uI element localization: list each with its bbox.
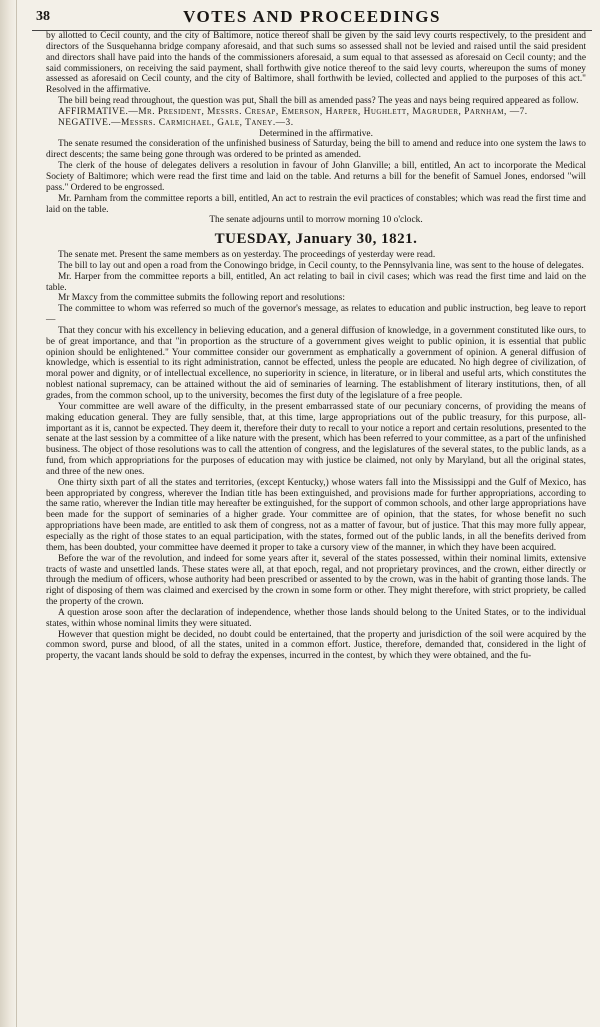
paragraph: A question arose soon after the declaration of independence, whether those lands should belong to the United States, or to the individual states, within whose nominal limits they were situated.: [46, 607, 586, 629]
paragraph: Mr. Harper from the committee reports a bill, entitled, An act relating to bail in civil cases; which was read the first time and laid on the table.: [46, 271, 586, 293]
paragraph: by allotted to Cecil county, and the city of Baltimore, notice thereof shall be given by the said levy courts respectively, to the president and directors of the Susquehanna bridge company aforesaid, and that such sums so assessed shall not be levied and raised until the said president and directors shall have paid into the hands of the commissioners aforesaid, a sum equal to that assessed as aforesaid on Cecil county; and the said commissioners, on receiving the said payment, shall forthwith give notice thereof to the said levy courts, whereupon the sums of money assessed as aforesaid on Cecil county, and the city of Baltimore, shall forthwith be levied, collected and applied to the purposes of this act." Resolved in the affirmative.: [46, 31, 586, 96]
adjournment: The senate adjourns until to morrow morning 10 o'clock.: [209, 215, 423, 226]
paragraph: That they concur with his excellency in believing education, and a general diffusion of knowledge, in a government constituted like ours, to be of great importance, and that "in proportion as the structure of a government gives weight to public opinion, it is essential that public opinion should be enlightened." Your committee consider our government as emphatically a government of opinion. A general diffusion of knowledge, which is essential to its right administration, cannot be effected, unless the people are educated. No high degree of civilization, of moral power and dignity, or of intellectual excellence, no superiority in science, in literature, or in liberal and useful arts, which constitutes the noblest national supremacy, can be attained without the aid of seminaries of learning. The establishment of literary institutions, then, of all grades, from the common school, up to the university, becomes the first duty of the legislature of a free people.: [46, 325, 586, 401]
paragraph: The bill to lay out and open a road from the Conowingo bridge, in Cecil county, to the Pennsylvania line, was sent to the house of delegates.: [58, 260, 584, 271]
paragraph: The bill being read throughout, the question was put, Shall the bill as amended pass? The yeas and nays being required appeared as follow.: [58, 96, 579, 107]
paragraph: The senate met. Present the same members as on yesterday. The proceedings of yesterday were read.: [58, 250, 436, 261]
determination: Determined in the affirmative.: [259, 128, 373, 139]
paragraph: However that question might be decided, no doubt could be entertained, that the property and jurisdiction of the soil were acquired by the common sword, purse and blood, of all the states, united in a common effort. Justice, therefore, demanded that, considered in the light of property, the vacant lands should be sold to defray the expenses, incurred in the contest, by which they were obtained, and the fu-: [46, 629, 586, 662]
paragraph: Before the war of the revolution, and indeed for some years after it, several of the states possessed, within their nominal limits, extensive tracts of waste and unsettled lands. These states were all, at that epoch, regal, and not proprietary provinces, and the crown, either directly or through the medium of officers, whose authority had been prescribed or assented to by the crown, was in the habit of granting those lands. The right of disposing of them was claimed and exercised by the crown in some form or other. They might therefore, with strict propriety, be called the property of the crown.: [46, 553, 586, 608]
running-head: VOTES AND PROCEEDINGS: [183, 7, 441, 26]
paragraph: The senate resumed the consideration of the unfinished business of Saturday, being the bill to amend and reduce into one system the laws to direct descents; the same being gone through was ordered to be printed as amended.: [46, 139, 586, 161]
binding-edge: [0, 0, 17, 1027]
paragraph: The clerk of the house of delegates delivers a resolution in favour of John Glanville; a bill, entitled, An act to incorporate the Medical Society of Baltimore; which were read the first time and laid on the table. And returns a bill for the benefit of Samuel Jones, endorsed "will pass." Ordered to be engrossed.: [46, 161, 586, 193]
vote-affirmative: AFFIRMATIVE.—Mr. President, Messrs. Cresap, Emerson, Harper, Hughlett, Magruder, Parnham, —7.: [58, 106, 528, 117]
paragraph: One thirty sixth part of all the states and territories, (except Kentucky,) whose waters fall into the Mississippi and the Gulf of Mexico, has been appropriated by congress, wherever the Indian title has been extinguished, and provisions made for further appropriations, according to the same ratio, wherever the Indian title may hereafter be extinguished, for the support of common schools, and other large appropriations have been made for the support of seminaries of a higher grade. Your committee are of opinion, that the states, for whose benefit no such appropriations have been made, are entitled to ask them of congress, not as a matter of favour, but of justice. That this may more fully appear, especially as the right of those states to an equal participation, with the states, formed out of the public lands, in all the benefits derived from them, has been doubted, your committee have deemed it proper to take a cursory view of the manner, in which they have been acquired.: [46, 477, 586, 553]
paragraph: Your committee are well aware of the difficulty, in the present embarrassed state of our pecuniary concerns, of providing the means of making education general. They are fully sensible, that, at this time, large appropriations out of the public treasury, for this purpose, all-important as it is, cannot be expected. They deem it, therefore their duty to recall to your notice a report and certain resolutions, presented to the senate at the last session by a committee of a like nature with the present, which has been referred to your committee, as a part of the unfinished business. The object of those resolutions was to call the attention of congress, and the legislatures of the several states, to the public lands, as a fund, from which appropriations for the purposes of education may with justice be claimed, not only by Maryland, but all the original states, and three of the new ones.: [46, 401, 587, 477]
page-number: 38: [36, 9, 50, 24]
paragraph: Mr. Parnham from the committee reports a bill, entitled, An act to restrain the evil practices of constables; which was read the first time and laid on the table.: [46, 193, 586, 215]
page-header: [32, 0, 592, 31]
paragraph: The committee to whom was referred so much of the governor's message, as relates to education and public instruction, beg leave to report—: [46, 304, 586, 326]
paragraph: Mr Maxcy from the committee submits the following report and resolutions:: [58, 293, 345, 304]
vote-negative: NEGATIVE.—Messrs. Carmichael, Gale, Taney.—3.: [58, 117, 294, 128]
session-date-heading: TUESDAY, January 30, 1821.: [214, 231, 418, 248]
body-text: [46, 31, 586, 662]
